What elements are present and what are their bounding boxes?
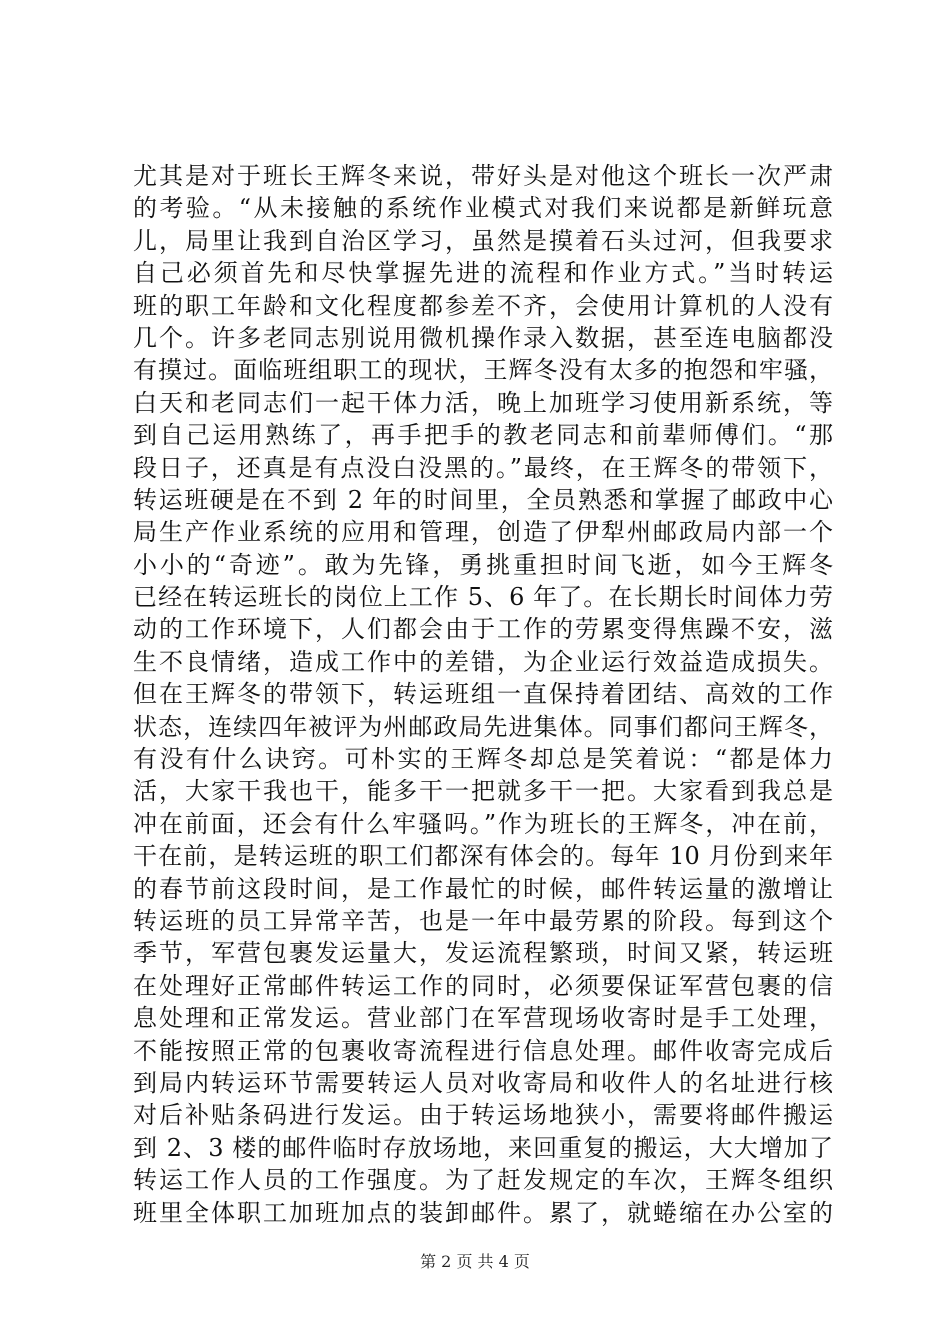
text-line: 转运工作人员的工作强度。为了赶发规定的车次，王辉冬组织 (133, 1166, 833, 1195)
text-line: 的春节前这段时间，是工作最忙的时候，邮件转运量的激增让 (133, 874, 833, 903)
text-line: 到 2、3 楼的邮件临时存放场地，来回重复的搬运，大大增加了 (133, 1133, 833, 1162)
text-line: 到局内转运环节需要转运人员对收寄局和收件人的名址进行核 (133, 1068, 833, 1097)
text-line: 儿，局里让我到自治区学习，虽然是摸着石头过河，但我要求 (133, 226, 833, 255)
text-line: 班的职工年龄和文化程度都参差不齐，会使用计算机的人没有 (133, 291, 833, 320)
text-line: 白天和老同志们一起干体力活，晚上加班学习使用新系统，等 (133, 388, 833, 417)
text-line: 段日子，还真是有点没白没黑的。”最终，在王辉冬的带领下， (133, 453, 833, 482)
text-line: 动的工作环境下，人们都会由于工作的劳累变得焦躁不安，滋 (133, 615, 833, 644)
text-line: 有没有什么诀窍。可朴实的王辉冬却总是笑着说：“都是体力 (133, 745, 833, 774)
text-line: 转运班的员工异常辛苦，也是一年中最劳累的阶段。每到这个 (133, 906, 833, 935)
text-line: 有摸过。面临班组职工的现状，王辉冬没有太多的抱怨和牢骚， (133, 356, 833, 385)
body-paragraph (133, 160, 833, 1229)
text-line: 不能按照正常的包裹收寄流程进行信息处理。邮件收寄完成后 (133, 1036, 833, 1065)
text-line: 已经在转运班长的岗位上工作 5、6 年了。在长期长时间体力劳 (133, 583, 833, 612)
text-line: 季节，军营包裹发运量大，发运流程繁琐，时间又紧，转运班 (133, 939, 833, 968)
text-line: 对后补贴条码进行发运。由于转运场地狭小，需要将邮件搬运 (133, 1101, 833, 1130)
text-line: 活，大家干我也干，能多干一把就多干一把。大家看到我总是 (133, 777, 833, 806)
text-line: 班里全体职工加班加点的装卸邮件。累了，就蜷缩在办公室的 (133, 1198, 833, 1227)
text-line: 在处理好正常邮件转运工作的同时，必须要保证军营包裹的信 (133, 971, 833, 1000)
text-line: 的考验。“从未接触的系统作业模式对我们来说都是新鲜玩意 (133, 194, 833, 223)
text-line: 干在前，是转运班的职工们都深有体会的。每年 10 月份到来年 (133, 842, 833, 871)
text-line: 自己必须首先和尽快掌握先进的流程和作业方式。”当时转运 (133, 259, 833, 288)
text-line: 小小的“奇迹”。敢为先锋，勇挑重担时间飞逝，如今王辉冬 (133, 550, 833, 579)
text-line: 状态，连续四年被评为州邮政局先进集体。同事们都问王辉冬， (133, 712, 833, 741)
text-line: 尤其是对于班长王辉冬来说，带好头是对他这个班长一次严肃 (133, 162, 833, 190)
text-line: 但在王辉冬的带领下，转运班组一直保持着团结、高效的工作 (133, 680, 833, 709)
text-line: 几个。许多老同志别说用微机操作录入数据，甚至连电脑都没 (133, 323, 833, 352)
text-line: 到自己运用熟练了，再手把手的教老同志和前辈师傅们。“那 (133, 421, 833, 450)
text-line: 生不良情绪，造成工作中的差错，为企业运行效益造成损失。 (133, 647, 833, 676)
text-line: 转运班硬是在不到 2 年的时间里，全员熟悉和掌握了邮政中心 (133, 485, 833, 514)
text-line: 息处理和正常发运。营业部门在军营现场收寄时是手工处理， (133, 1004, 833, 1033)
text-line: 局生产作业系统的应用和管理，创造了伊犁州邮政局内部一个 (133, 518, 833, 547)
text-line: 冲在前面，还会有什么牢骚吗。”作为班长的王辉冬，冲在前， (133, 809, 833, 838)
page-footer: 第 2 页 共 4 页 (420, 1252, 530, 1271)
